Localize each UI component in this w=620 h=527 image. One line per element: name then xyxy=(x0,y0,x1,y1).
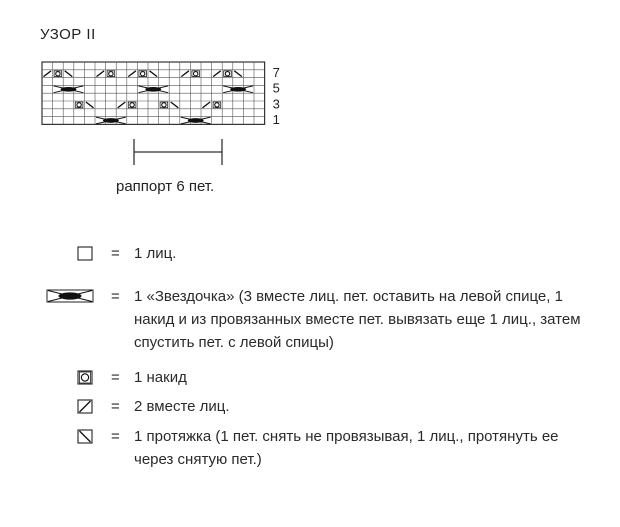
legend-description: 1 накид xyxy=(134,369,187,386)
legend-equals: = xyxy=(111,245,120,262)
legend-equals: = xyxy=(111,369,120,386)
chart-cell-k2tog xyxy=(128,71,136,77)
rapport-label: раппорт 6 пет. xyxy=(116,178,215,195)
knitting-chart xyxy=(0,0,620,220)
k2tog-symbol-icon xyxy=(77,399,93,414)
legend-equals: = xyxy=(111,288,120,305)
legend-description: 1 протяжка (1 пет. снять не провязывая, 1 лиц., протянуть ее через снятую пет.) xyxy=(134,428,559,468)
star-symbol-icon xyxy=(46,289,94,303)
chart-cell-ssk xyxy=(234,71,242,77)
legend-star-mark xyxy=(48,291,92,302)
legend-equals: = xyxy=(111,398,120,415)
row-number: 7 xyxy=(272,65,280,81)
chart-cell-yo xyxy=(54,71,62,77)
chart-cell-yo xyxy=(160,102,168,108)
chart-cell-ssk xyxy=(171,102,179,108)
chart-cell-star xyxy=(54,86,84,93)
legend-description: 1 «Звездочка» (3 вместе лиц. пет. оставить на левой спице, 1 накид и из провязанных вместе пет. вывязать еще 1 лиц., затем спустить пет. с левой спицы) xyxy=(134,288,581,351)
chart-cell-ssk xyxy=(150,71,158,77)
ssk-symbol-icon xyxy=(77,429,93,444)
pattern-title: УЗОР II xyxy=(40,26,96,43)
chart-cell-k2tog xyxy=(44,71,52,77)
row-numbers xyxy=(273,65,280,127)
legend-ssk-mark xyxy=(80,431,91,442)
legend-yo-mark xyxy=(80,372,91,383)
legend-description: 1 лиц. xyxy=(134,245,177,262)
knit-symbol-icon xyxy=(77,246,93,261)
legend-k2tog-mark xyxy=(80,401,91,412)
legend-equals: = xyxy=(111,428,120,445)
chart-cell-ssk xyxy=(65,71,73,77)
chart-cell-yo xyxy=(224,71,232,77)
chart-cell-star xyxy=(223,86,253,93)
row-number: 3 xyxy=(272,96,280,112)
chart-cell-k2tog xyxy=(118,102,126,108)
legend-description: 2 вместе лиц. xyxy=(134,398,230,415)
chart-cell-yo xyxy=(128,102,136,108)
row-number: 5 xyxy=(272,80,280,96)
chart-cell-k2tog xyxy=(203,102,211,108)
chart-cell-k2tog xyxy=(97,71,105,77)
yo-symbol-icon xyxy=(77,370,93,385)
chart-cell-ssk xyxy=(86,102,94,108)
chart-cell-star xyxy=(96,117,126,124)
chart-cell-yo xyxy=(192,71,200,77)
chart-cell-star xyxy=(181,117,211,124)
chart-cell-yo xyxy=(75,102,83,108)
row-number: 1 xyxy=(272,111,280,127)
chart-cell-star xyxy=(138,86,168,93)
chart-cell-yo xyxy=(213,102,221,108)
chart-cell-k2tog xyxy=(213,71,221,77)
rapport-bracket xyxy=(134,139,222,165)
chart-cell-k2tog xyxy=(181,71,189,77)
chart-cell-yo xyxy=(107,71,115,77)
chart-cell-yo xyxy=(139,71,147,77)
